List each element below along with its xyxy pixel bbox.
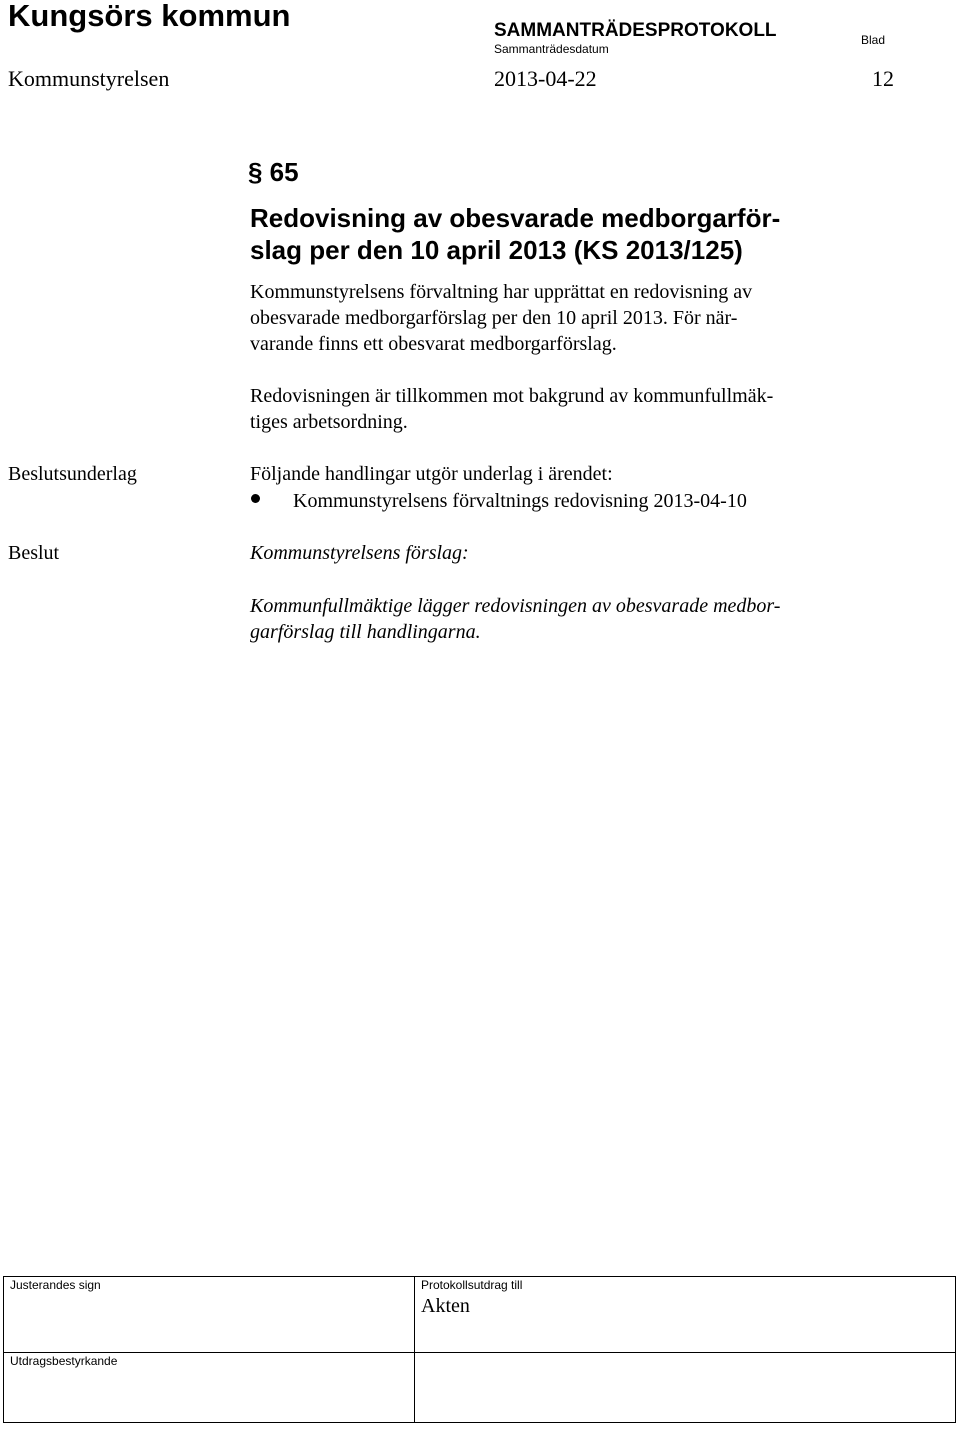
section-title-line: Redovisning av obesvarade medborgarför- bbox=[250, 203, 781, 233]
text-line: Kommunfullmäktige lägger redovisningen av obesvarade medbor- bbox=[250, 595, 781, 617]
text-line: tiges arbetsordning. bbox=[250, 411, 408, 433]
decision-basis-item: Kommunstyrelsens förvaltnings redovisning 2013-04-10 bbox=[293, 490, 747, 512]
page-label: Blad bbox=[861, 33, 886, 47]
decision-basis-intro: Följande handlingar utgör underlag i ärendet: bbox=[250, 463, 613, 485]
text-line: Redovisningen är tillkommen mot bakgrund av kommunfullmäk- bbox=[250, 385, 774, 407]
document-type: SAMMANTRÄDESPROTOKOLL bbox=[494, 20, 777, 41]
page-number: 12 bbox=[872, 66, 894, 91]
text-line: obesvarade medborgarförslag per den 10 april 2013. För när- bbox=[250, 307, 738, 329]
bullet-icon bbox=[251, 494, 260, 503]
text-line: garförslag till handlingarna. bbox=[250, 621, 481, 643]
background-paragraph bbox=[250, 383, 773, 435]
text-line: varande finns ett obesvarat medborgarförslag. bbox=[250, 333, 617, 355]
paragraph-number: § 65 bbox=[248, 157, 299, 187]
meeting-date: 2013-04-22 bbox=[494, 66, 597, 91]
signature-label: Justerandes sign bbox=[10, 1278, 101, 1292]
certifier-label: Utdragsbestyrkande bbox=[10, 1354, 118, 1368]
meeting-date-label: Sammanträdesdatum bbox=[494, 42, 609, 56]
proposal-heading: Kommunstyrelsens förslag: bbox=[250, 542, 469, 564]
table-divider-horizontal bbox=[4, 1352, 955, 1353]
extract-label: Protokollsutdrag till bbox=[421, 1278, 523, 1292]
signature-table bbox=[3, 1276, 956, 1423]
text-line: Kommunstyrelsens förvaltning har upprättat en redovisning av bbox=[250, 281, 753, 303]
decision-basis-label: Beslutsunderlag bbox=[8, 463, 137, 485]
section-title-line: slag per den 10 april 2013 (KS 2013/125) bbox=[250, 235, 743, 265]
proposal-text bbox=[250, 593, 780, 645]
decision-label: Beslut bbox=[8, 542, 60, 564]
organization-name: Kungsörs kommun bbox=[8, 0, 291, 33]
section-title bbox=[250, 202, 780, 266]
table-divider-vertical bbox=[414, 1277, 415, 1422]
extract-value: Akten bbox=[421, 1295, 470, 1317]
governing-body: Kommunstyrelsen bbox=[8, 66, 170, 91]
intro-paragraph bbox=[250, 279, 752, 357]
